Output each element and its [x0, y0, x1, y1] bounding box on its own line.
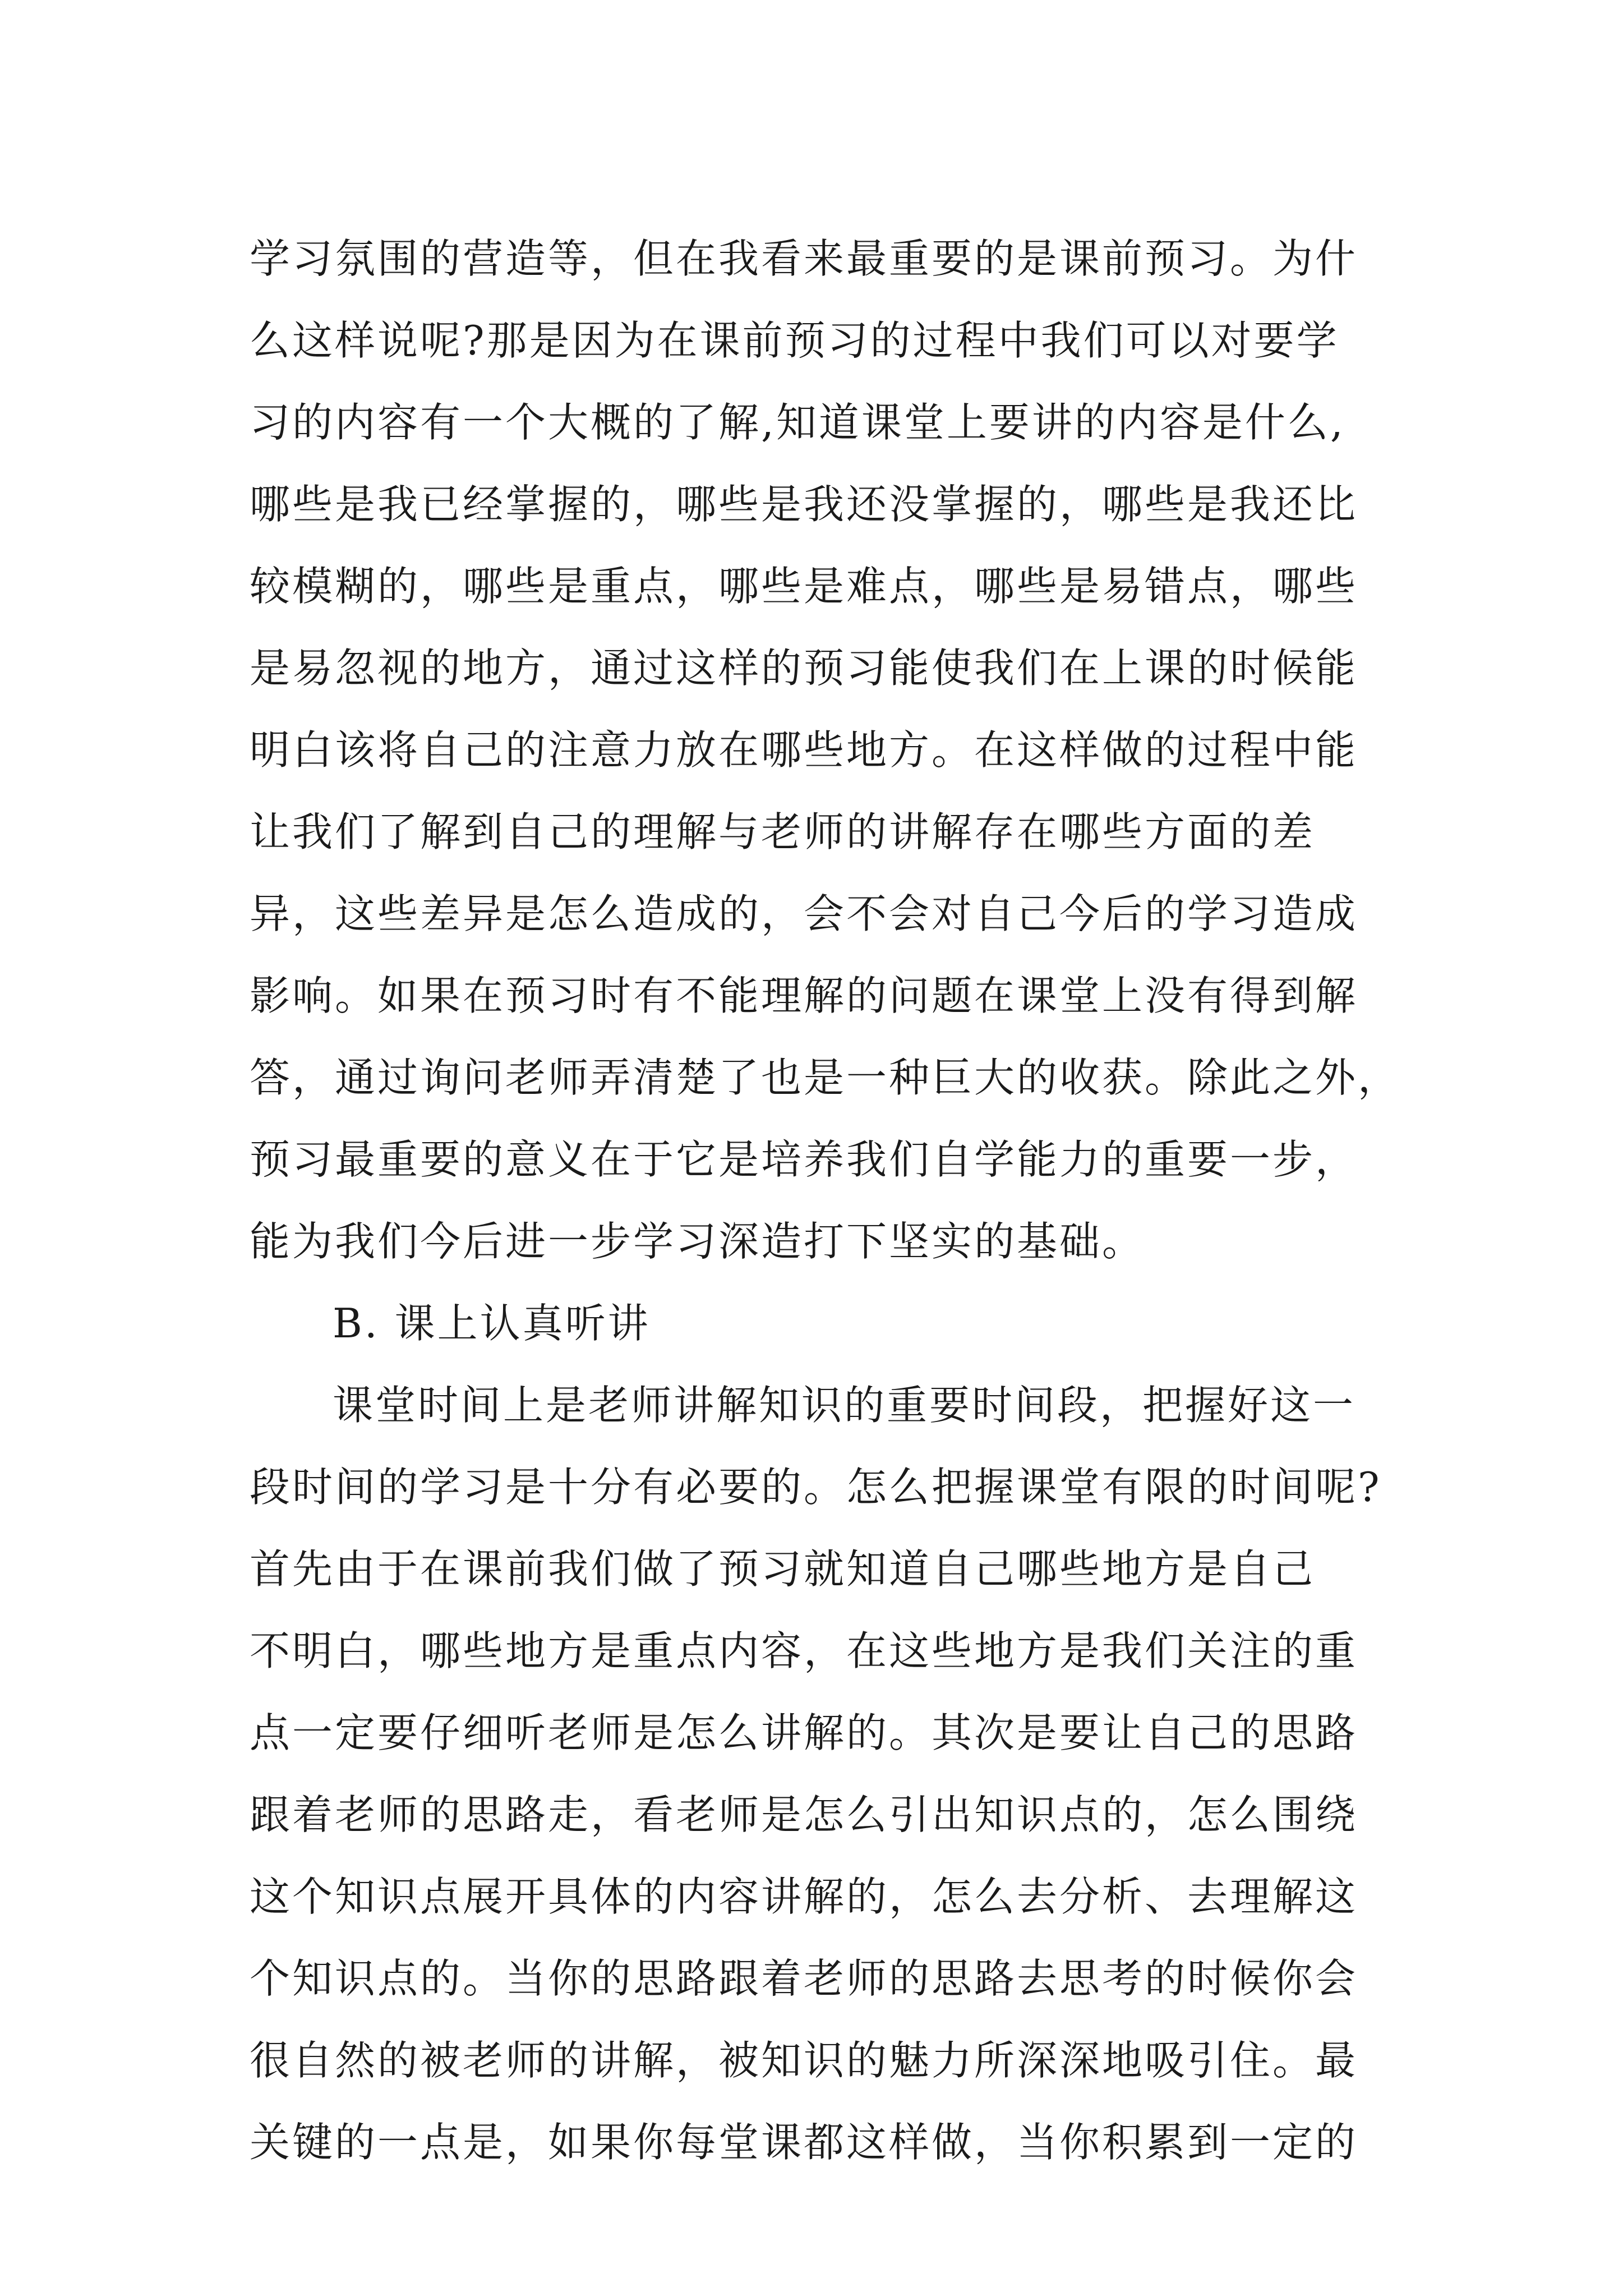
- section-heading: B. 课上认真听讲: [333, 1300, 651, 1347]
- text-line: 这个知识点展开具体的内容讲解的，怎么去分析、去理解这: [250, 1873, 1358, 1920]
- text-line: 么这样说呢?那是因为在课前预习的过程中我们可以对要学: [250, 317, 1339, 364]
- text-line: 不明白，哪些地方是重点内容，在这些地方是我们关注的重: [250, 1627, 1358, 1674]
- text-line: 个知识点的。当你的思路跟着老师的思路去思考的时候你会: [250, 1955, 1358, 2002]
- text-line: 影响。如果在预习时有不能理解的问题在课堂上没有得到解: [250, 972, 1358, 1019]
- text-line: 答，通过询问老师弄清楚了也是一种巨大的收获。除此之外，: [250, 1054, 1401, 1101]
- text-line: 课堂时间上是老师讲解知识的重要时间段，把握好这一: [333, 1382, 1356, 1429]
- text-line: 很自然的被老师的讲解，被知识的魅力所深深地吸引住。最: [250, 2037, 1358, 2084]
- text-line: 关键的一点是，如果你每堂课都这样做，当你积累到一定的: [250, 2119, 1358, 2166]
- text-line: 异，这些差异是怎么造成的，会不会对自己今后的学习造成: [250, 890, 1358, 937]
- text-line: 明白该将自己的注意力放在哪些地方。在这样做的过程中能: [250, 726, 1358, 774]
- text-line: 习的内容有一个大概的了解,知道课堂上要讲的内容是什么,: [250, 399, 1345, 446]
- text-line: 首先由于在课前我们做了预习就知道自己哪些地方是自己: [250, 1545, 1316, 1593]
- text-line: 哪些是我已经掌握的，哪些是我还没掌握的，哪些是我还比: [250, 481, 1358, 528]
- text-line: 点一定要仔细听老师是怎么讲解的。其次是要让自己的思路: [250, 1709, 1358, 1756]
- text-line: 跟着老师的思路走，看老师是怎么引出知识点的，怎么围绕: [250, 1791, 1358, 1838]
- text-line: 较模糊的，哪些是重点，哪些是难点，哪些是易错点，哪些: [250, 563, 1358, 610]
- text-line: 是易忽视的地方，通过这样的预习能使我们在上课的时候能: [250, 645, 1358, 692]
- text-line: 学习氛围的营造等，但在我看来最重要的是课前预习。为什: [250, 235, 1358, 282]
- text-line: 能为我们今后进一步学习深造打下坚实的基础。: [250, 1218, 1145, 1265]
- text-line: 预习最重要的意义在于它是培养我们自学能力的重要一步，: [250, 1136, 1358, 1183]
- text-line: 让我们了解到自己的理解与老师的讲解存在哪些方面的差: [250, 808, 1316, 855]
- text-line: 段时间的学习是十分有必要的。怎么把握课堂有限的时间呢?: [250, 1464, 1382, 1511]
- body-text: [250, 218, 1427, 2183]
